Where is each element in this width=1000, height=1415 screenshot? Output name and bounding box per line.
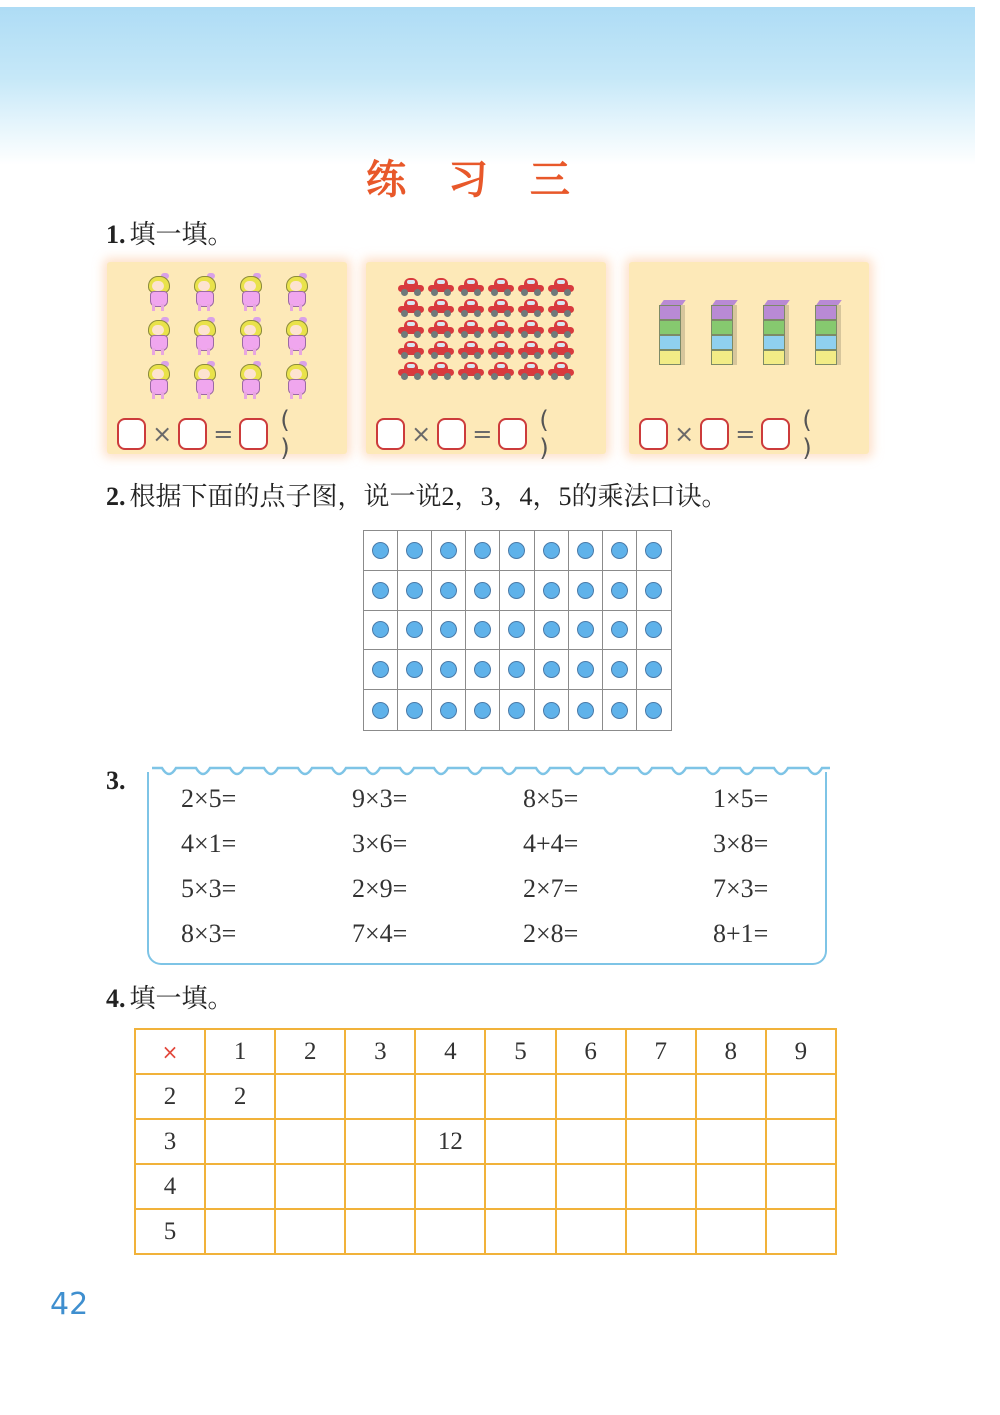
product-cell[interactable] bbox=[626, 1164, 696, 1209]
dot-icon bbox=[543, 702, 560, 719]
dot-icon bbox=[543, 661, 560, 678]
question-instruction: 根据下面的点子图，说一说2，3，4，5的乘法口诀。 bbox=[129, 482, 728, 511]
question-instruction: 填一填。 bbox=[129, 984, 234, 1013]
product-cell: 2 bbox=[205, 1074, 275, 1119]
dot-icon bbox=[474, 621, 491, 638]
dot-cell bbox=[637, 571, 671, 611]
car-icon bbox=[397, 298, 425, 317]
equals-sign: = bbox=[213, 420, 234, 448]
dot-icon bbox=[508, 542, 525, 559]
car-icon bbox=[427, 340, 455, 359]
dot-cell bbox=[569, 650, 603, 690]
dot-icon bbox=[474, 542, 491, 559]
dot-icon bbox=[645, 621, 662, 638]
product-cell[interactable] bbox=[275, 1164, 345, 1209]
car-icon bbox=[487, 361, 515, 380]
dot-cell bbox=[466, 611, 500, 651]
equation-row bbox=[639, 406, 869, 462]
dot-cell bbox=[569, 531, 603, 571]
dot-icon bbox=[474, 582, 491, 599]
doll-icon bbox=[283, 276, 309, 312]
dot-icon bbox=[372, 582, 389, 599]
dot-icon bbox=[406, 542, 423, 559]
dot-icon bbox=[406, 621, 423, 638]
dot-icon bbox=[645, 702, 662, 719]
dot-icon bbox=[440, 702, 457, 719]
dot-icon bbox=[372, 702, 389, 719]
column-header-cell: 6 bbox=[556, 1029, 626, 1074]
car-icon bbox=[517, 319, 545, 338]
calc-problem: 3×6= bbox=[352, 829, 408, 858]
table-row bbox=[135, 1074, 836, 1119]
dot-cell bbox=[432, 650, 466, 690]
car-icon bbox=[427, 319, 455, 338]
dot-cell bbox=[535, 690, 569, 730]
calc-problem: 8+1= bbox=[713, 919, 769, 948]
product-cell[interactable] bbox=[696, 1209, 766, 1254]
oral-calculation-grid bbox=[181, 785, 821, 948]
dot-cell bbox=[637, 531, 671, 571]
times-sign: × bbox=[411, 420, 432, 448]
doll-icon bbox=[145, 276, 171, 312]
product-cell[interactable] bbox=[556, 1164, 626, 1209]
dot-cell bbox=[637, 690, 671, 730]
answer-box-factor-2[interactable] bbox=[178, 418, 207, 450]
dot-cell bbox=[500, 650, 534, 690]
car-grid bbox=[366, 276, 606, 381]
dot-cell bbox=[398, 690, 432, 730]
product-cell[interactable] bbox=[415, 1074, 485, 1119]
table-row bbox=[135, 1209, 836, 1254]
doll-icon bbox=[145, 364, 171, 400]
dot-cell bbox=[466, 650, 500, 690]
q1-panel-dolls bbox=[107, 262, 347, 462]
q1-panel-cubes bbox=[629, 262, 869, 462]
product-cell[interactable] bbox=[485, 1164, 555, 1209]
product-cell[interactable] bbox=[415, 1209, 485, 1254]
dot-icon bbox=[372, 661, 389, 678]
doll-grid bbox=[107, 272, 347, 404]
car-icon bbox=[487, 340, 515, 359]
product-cell[interactable] bbox=[766, 1209, 836, 1254]
product-cell[interactable] bbox=[345, 1164, 415, 1209]
question-4-heading bbox=[106, 978, 234, 1015]
product-cell[interactable] bbox=[696, 1164, 766, 1209]
dot-cell bbox=[603, 571, 637, 611]
equation-row bbox=[117, 406, 347, 462]
dot-cell bbox=[535, 571, 569, 611]
dot-icon bbox=[543, 621, 560, 638]
doll-icon bbox=[283, 320, 309, 356]
dot-icon bbox=[543, 542, 560, 559]
car-icon bbox=[397, 361, 425, 380]
dot-icon bbox=[577, 702, 594, 719]
dot-cell bbox=[398, 650, 432, 690]
product-cell[interactable] bbox=[275, 1209, 345, 1254]
product-cell[interactable] bbox=[345, 1074, 415, 1119]
product-cell[interactable] bbox=[345, 1209, 415, 1254]
calc-problem: 4×1= bbox=[181, 829, 237, 858]
row-header-cell: 3 bbox=[135, 1119, 205, 1164]
row-header-cell: 2 bbox=[135, 1074, 205, 1119]
dot-icon bbox=[440, 621, 457, 638]
car-icon bbox=[397, 319, 425, 338]
car-icon bbox=[517, 298, 545, 317]
calc-problem: 3×8= bbox=[713, 829, 769, 858]
equals-sign: = bbox=[472, 420, 493, 448]
dot-cell bbox=[364, 690, 398, 730]
column-header-cell: 4 bbox=[415, 1029, 485, 1074]
question-number: 1. bbox=[106, 220, 126, 249]
question-instruction: 填一填。 bbox=[129, 220, 234, 249]
dot-icon bbox=[406, 702, 423, 719]
dot-cell bbox=[364, 650, 398, 690]
dot-cell bbox=[500, 611, 534, 651]
table-row bbox=[135, 1119, 836, 1164]
equation-row bbox=[376, 406, 606, 462]
rhyme-blank[interactable]: ( ) bbox=[280, 406, 306, 462]
doll-icon bbox=[191, 364, 217, 400]
dot-cell bbox=[569, 611, 603, 651]
answer-box-factor-2[interactable] bbox=[437, 418, 466, 450]
dot-icon bbox=[611, 542, 628, 559]
car-icon bbox=[427, 298, 455, 317]
dot-cell bbox=[603, 531, 637, 571]
dot-icon bbox=[440, 661, 457, 678]
car-icon bbox=[517, 340, 545, 359]
question-number: 2. bbox=[106, 482, 126, 511]
cube-tower-icon bbox=[659, 300, 685, 365]
dot-array-grid bbox=[363, 530, 672, 731]
calc-problem: 2×9= bbox=[352, 874, 408, 903]
dot-cell bbox=[466, 690, 500, 730]
product-cell[interactable] bbox=[275, 1119, 345, 1164]
times-sign: × bbox=[674, 420, 695, 448]
dot-cell bbox=[364, 571, 398, 611]
header-band bbox=[0, 7, 975, 165]
dot-cell bbox=[535, 611, 569, 651]
calc-problem: 8×3= bbox=[181, 919, 237, 948]
cube-tower-icon bbox=[711, 300, 737, 365]
dot-icon bbox=[474, 702, 491, 719]
car-icon bbox=[487, 319, 515, 338]
car-icon bbox=[457, 361, 485, 380]
dot-cell bbox=[603, 690, 637, 730]
equals-sign: = bbox=[735, 420, 756, 448]
calc-problem: 2×7= bbox=[523, 874, 579, 903]
dot-icon bbox=[508, 661, 525, 678]
product-cell[interactable] bbox=[556, 1209, 626, 1254]
car-icon bbox=[397, 277, 425, 296]
dot-icon bbox=[440, 582, 457, 599]
doll-icon bbox=[191, 320, 217, 356]
dot-icon bbox=[440, 542, 457, 559]
car-icon bbox=[487, 298, 515, 317]
car-icon bbox=[457, 319, 485, 338]
dot-cell bbox=[432, 531, 466, 571]
calc-problem: 9×3= bbox=[352, 784, 408, 813]
dot-cell bbox=[466, 531, 500, 571]
dot-icon bbox=[474, 661, 491, 678]
multiplication-table bbox=[134, 1028, 837, 1255]
doll-icon bbox=[237, 320, 263, 356]
car-icon bbox=[547, 298, 575, 317]
dot-cell bbox=[364, 611, 398, 651]
answer-box-product[interactable] bbox=[239, 418, 268, 450]
column-header-cell: 2 bbox=[275, 1029, 345, 1074]
dot-icon bbox=[645, 582, 662, 599]
car-icon bbox=[517, 277, 545, 296]
dot-icon bbox=[611, 702, 628, 719]
answer-box-factor-1[interactable] bbox=[639, 418, 668, 450]
times-corner-cell: × bbox=[135, 1029, 205, 1074]
car-icon bbox=[487, 277, 515, 296]
question-2-heading bbox=[106, 476, 728, 513]
product-cell[interactable] bbox=[696, 1074, 766, 1119]
car-icon bbox=[457, 277, 485, 296]
car-icon bbox=[547, 361, 575, 380]
doll-icon bbox=[283, 364, 309, 400]
cube-tower-icon bbox=[763, 300, 789, 365]
calc-problem: 8×5= bbox=[523, 784, 579, 813]
answer-box-product[interactable] bbox=[498, 418, 527, 450]
doll-icon bbox=[191, 276, 217, 312]
q1-panel-cars bbox=[366, 262, 606, 462]
calc-problem: 4+4= bbox=[523, 829, 579, 858]
answer-box-factor-1[interactable] bbox=[376, 418, 405, 450]
dot-cell bbox=[466, 571, 500, 611]
page-title: 练 习 三 bbox=[366, 157, 584, 203]
column-header-cell: 3 bbox=[345, 1029, 415, 1074]
answer-box-factor-1[interactable] bbox=[117, 418, 146, 450]
row-header-cell: 5 bbox=[135, 1209, 205, 1254]
doll-icon bbox=[237, 364, 263, 400]
dot-cell bbox=[569, 690, 603, 730]
calc-problem: 2×8= bbox=[523, 919, 579, 948]
product-cell[interactable] bbox=[766, 1074, 836, 1119]
column-header-cell: 7 bbox=[626, 1029, 696, 1074]
dot-icon bbox=[372, 542, 389, 559]
dot-cell bbox=[500, 571, 534, 611]
product-cell[interactable] bbox=[626, 1209, 696, 1254]
dot-cell bbox=[535, 650, 569, 690]
dot-icon bbox=[611, 621, 628, 638]
car-icon bbox=[547, 340, 575, 359]
dot-icon bbox=[577, 582, 594, 599]
dot-icon bbox=[508, 621, 525, 638]
dot-cell bbox=[398, 531, 432, 571]
car-icon bbox=[397, 340, 425, 359]
product-cell[interactable] bbox=[556, 1074, 626, 1119]
doll-icon bbox=[237, 276, 263, 312]
car-icon bbox=[547, 319, 575, 338]
row-header-cell: 4 bbox=[135, 1164, 205, 1209]
calc-problem: 7×4= bbox=[352, 919, 408, 948]
column-header-cell: 1 bbox=[205, 1029, 275, 1074]
doll-icon bbox=[145, 320, 171, 356]
product-cell[interactable] bbox=[415, 1164, 485, 1209]
dot-icon bbox=[645, 542, 662, 559]
dot-cell bbox=[432, 690, 466, 730]
dot-icon bbox=[406, 582, 423, 599]
page-number: 42 bbox=[50, 1287, 89, 1322]
dot-cell bbox=[535, 531, 569, 571]
product-cell[interactable] bbox=[205, 1209, 275, 1254]
product-cell[interactable] bbox=[626, 1074, 696, 1119]
product-cell: 12 bbox=[415, 1119, 485, 1164]
dot-icon bbox=[372, 621, 389, 638]
dot-cell bbox=[398, 611, 432, 651]
dot-cell bbox=[364, 531, 398, 571]
calc-problem: 7×3= bbox=[713, 874, 769, 903]
times-sign: × bbox=[152, 420, 173, 448]
cube-tower-icon bbox=[815, 300, 841, 365]
answer-box-factor-2[interactable] bbox=[700, 418, 729, 450]
dot-cell bbox=[432, 611, 466, 651]
product-cell[interactable] bbox=[766, 1119, 836, 1164]
question-number: 4. bbox=[106, 984, 126, 1013]
product-cell[interactable] bbox=[696, 1119, 766, 1164]
dot-icon bbox=[611, 582, 628, 599]
rhyme-blank[interactable]: ( ) bbox=[539, 406, 565, 462]
product-cell[interactable] bbox=[485, 1119, 555, 1164]
product-cell[interactable] bbox=[556, 1119, 626, 1164]
dot-cell bbox=[398, 571, 432, 611]
product-cell[interactable] bbox=[205, 1119, 275, 1164]
car-icon bbox=[457, 298, 485, 317]
dot-cell bbox=[603, 650, 637, 690]
car-icon bbox=[517, 361, 545, 380]
dot-cell bbox=[500, 531, 534, 571]
car-icon bbox=[427, 361, 455, 380]
answer-box-product[interactable] bbox=[761, 418, 790, 450]
question-3-heading bbox=[106, 766, 130, 796]
dot-icon bbox=[406, 661, 423, 678]
rhyme-blank[interactable]: ( ) bbox=[802, 406, 828, 462]
product-cell[interactable] bbox=[275, 1074, 345, 1119]
dot-icon bbox=[577, 621, 594, 638]
product-cell[interactable] bbox=[485, 1074, 555, 1119]
dot-icon bbox=[577, 661, 594, 678]
dot-icon bbox=[508, 582, 525, 599]
product-cell[interactable] bbox=[205, 1164, 275, 1209]
dot-cell bbox=[500, 690, 534, 730]
car-icon bbox=[547, 277, 575, 296]
question-1-heading bbox=[106, 214, 234, 251]
dot-icon bbox=[543, 582, 560, 599]
column-header-cell: 5 bbox=[485, 1029, 555, 1074]
car-icon bbox=[457, 340, 485, 359]
dot-cell bbox=[603, 611, 637, 651]
dot-cell bbox=[637, 611, 671, 651]
dot-icon bbox=[577, 542, 594, 559]
calc-problem: 2×5= bbox=[181, 784, 237, 813]
question-number: 3. bbox=[106, 766, 126, 795]
table-header-row bbox=[135, 1029, 836, 1074]
dot-icon bbox=[508, 702, 525, 719]
product-cell[interactable] bbox=[485, 1209, 555, 1254]
column-header-cell: 8 bbox=[696, 1029, 766, 1074]
product-cell[interactable] bbox=[626, 1119, 696, 1164]
calc-problem: 1×5= bbox=[713, 784, 769, 813]
product-cell[interactable] bbox=[345, 1119, 415, 1164]
dot-icon bbox=[611, 661, 628, 678]
dot-cell bbox=[432, 571, 466, 611]
dot-icon bbox=[645, 661, 662, 678]
car-icon bbox=[427, 277, 455, 296]
column-header-cell: 9 bbox=[766, 1029, 836, 1074]
dot-cell bbox=[637, 650, 671, 690]
product-cell[interactable] bbox=[766, 1164, 836, 1209]
dot-cell bbox=[569, 571, 603, 611]
table-row bbox=[135, 1164, 836, 1209]
calc-problem: 5×3= bbox=[181, 874, 237, 903]
